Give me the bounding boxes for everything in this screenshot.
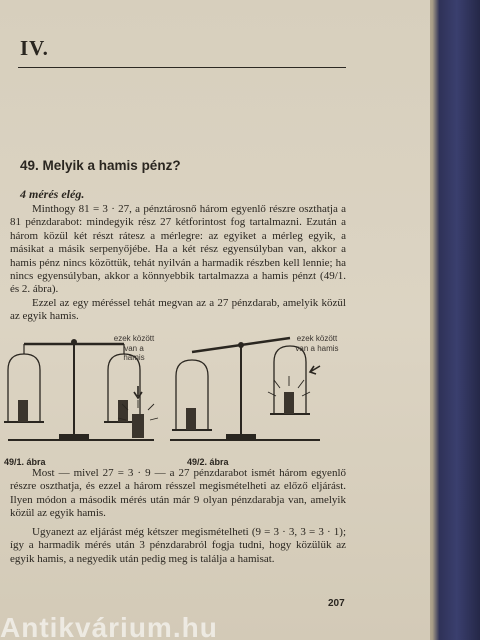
- figure-2-note: ezek között van a hamis: [295, 334, 339, 353]
- paragraph-1-text: Minthogy 81 = 3 · 27, a pénztárosnő három egyenlő részre oszthatja a 81 pénzdarabot: mindegyik rész 27 kétforintost fog tartalmazni. Ezután a három közül két részt rátesz a mérlegre: az egyiket a mérleg egyik, a másikat a másik serpenyőjébe. Ha a két rész egyensúlyban van, akkor a hamis pénz nincs közöttük, tehát nyilván a harmadik részben kell lennie; ha nincs egyensúlyban, akkor a könnyebbik tartalmazza a hamis pénzt (49/1. és 2. ábra).: [10, 203, 346, 296]
- paragraph-2: [10, 297, 346, 324]
- section-title: 49. Melyik a hamis pénz?: [20, 158, 181, 173]
- arrow-icon: [310, 366, 320, 374]
- paragraph-2-text: Ezzel az egy méréssel tehát megvan az a 27 pénzdarab, amelyik közül az egyik hamis.: [10, 297, 346, 323]
- figure-1-note: ezek között van a hamis: [113, 334, 155, 362]
- page-number: 207: [328, 598, 345, 609]
- paragraph-1: [10, 203, 346, 297]
- scale-pivot: [71, 339, 77, 345]
- third-coin-stack: [132, 414, 144, 438]
- left-coin-stack: [18, 400, 28, 422]
- figure-1-caption: 49/1. ábra: [4, 457, 46, 467]
- scale-base: [226, 434, 256, 439]
- header-rule: [18, 67, 346, 68]
- watermark: Antikvárium.hu: [0, 612, 218, 640]
- left-coin-stack: [186, 408, 196, 430]
- arrow-icon: [134, 386, 142, 398]
- scale-pivot: [238, 342, 244, 348]
- paragraph-3-text: Most — mivel 27 = 3 · 9 — a 27 pénzdarabot ismét három egyenlő részre oszthatja, és ezzel a három résszel megismételheti az előző eljárást. Ilyen módon a második mérés után már 9 olyan pénzdarabja van, amelyik közül az egyik hamis.: [10, 467, 346, 520]
- chapter-label: IV.: [20, 36, 49, 60]
- paragraph-4-text: Ugyanezt az eljárást még kétszer megismételheti (9 = 3 · 3, 3 = 3 · 1); így a harmadik mérés után 3 pénzdarabról fogja tudni, hogy közülük az egyik hamis, a negyedik után pedig meg is találja a hamisat.: [10, 526, 346, 565]
- section-subtitle: 4 mérés elég.: [20, 187, 85, 201]
- paragraph-3: [10, 467, 346, 521]
- right-coin-stack: [284, 392, 294, 414]
- paragraph-4: [10, 526, 346, 566]
- scale-base: [59, 434, 89, 439]
- figure-2-caption: 49/2. ábra: [187, 457, 229, 467]
- book-cover-edge: [422, 0, 480, 640]
